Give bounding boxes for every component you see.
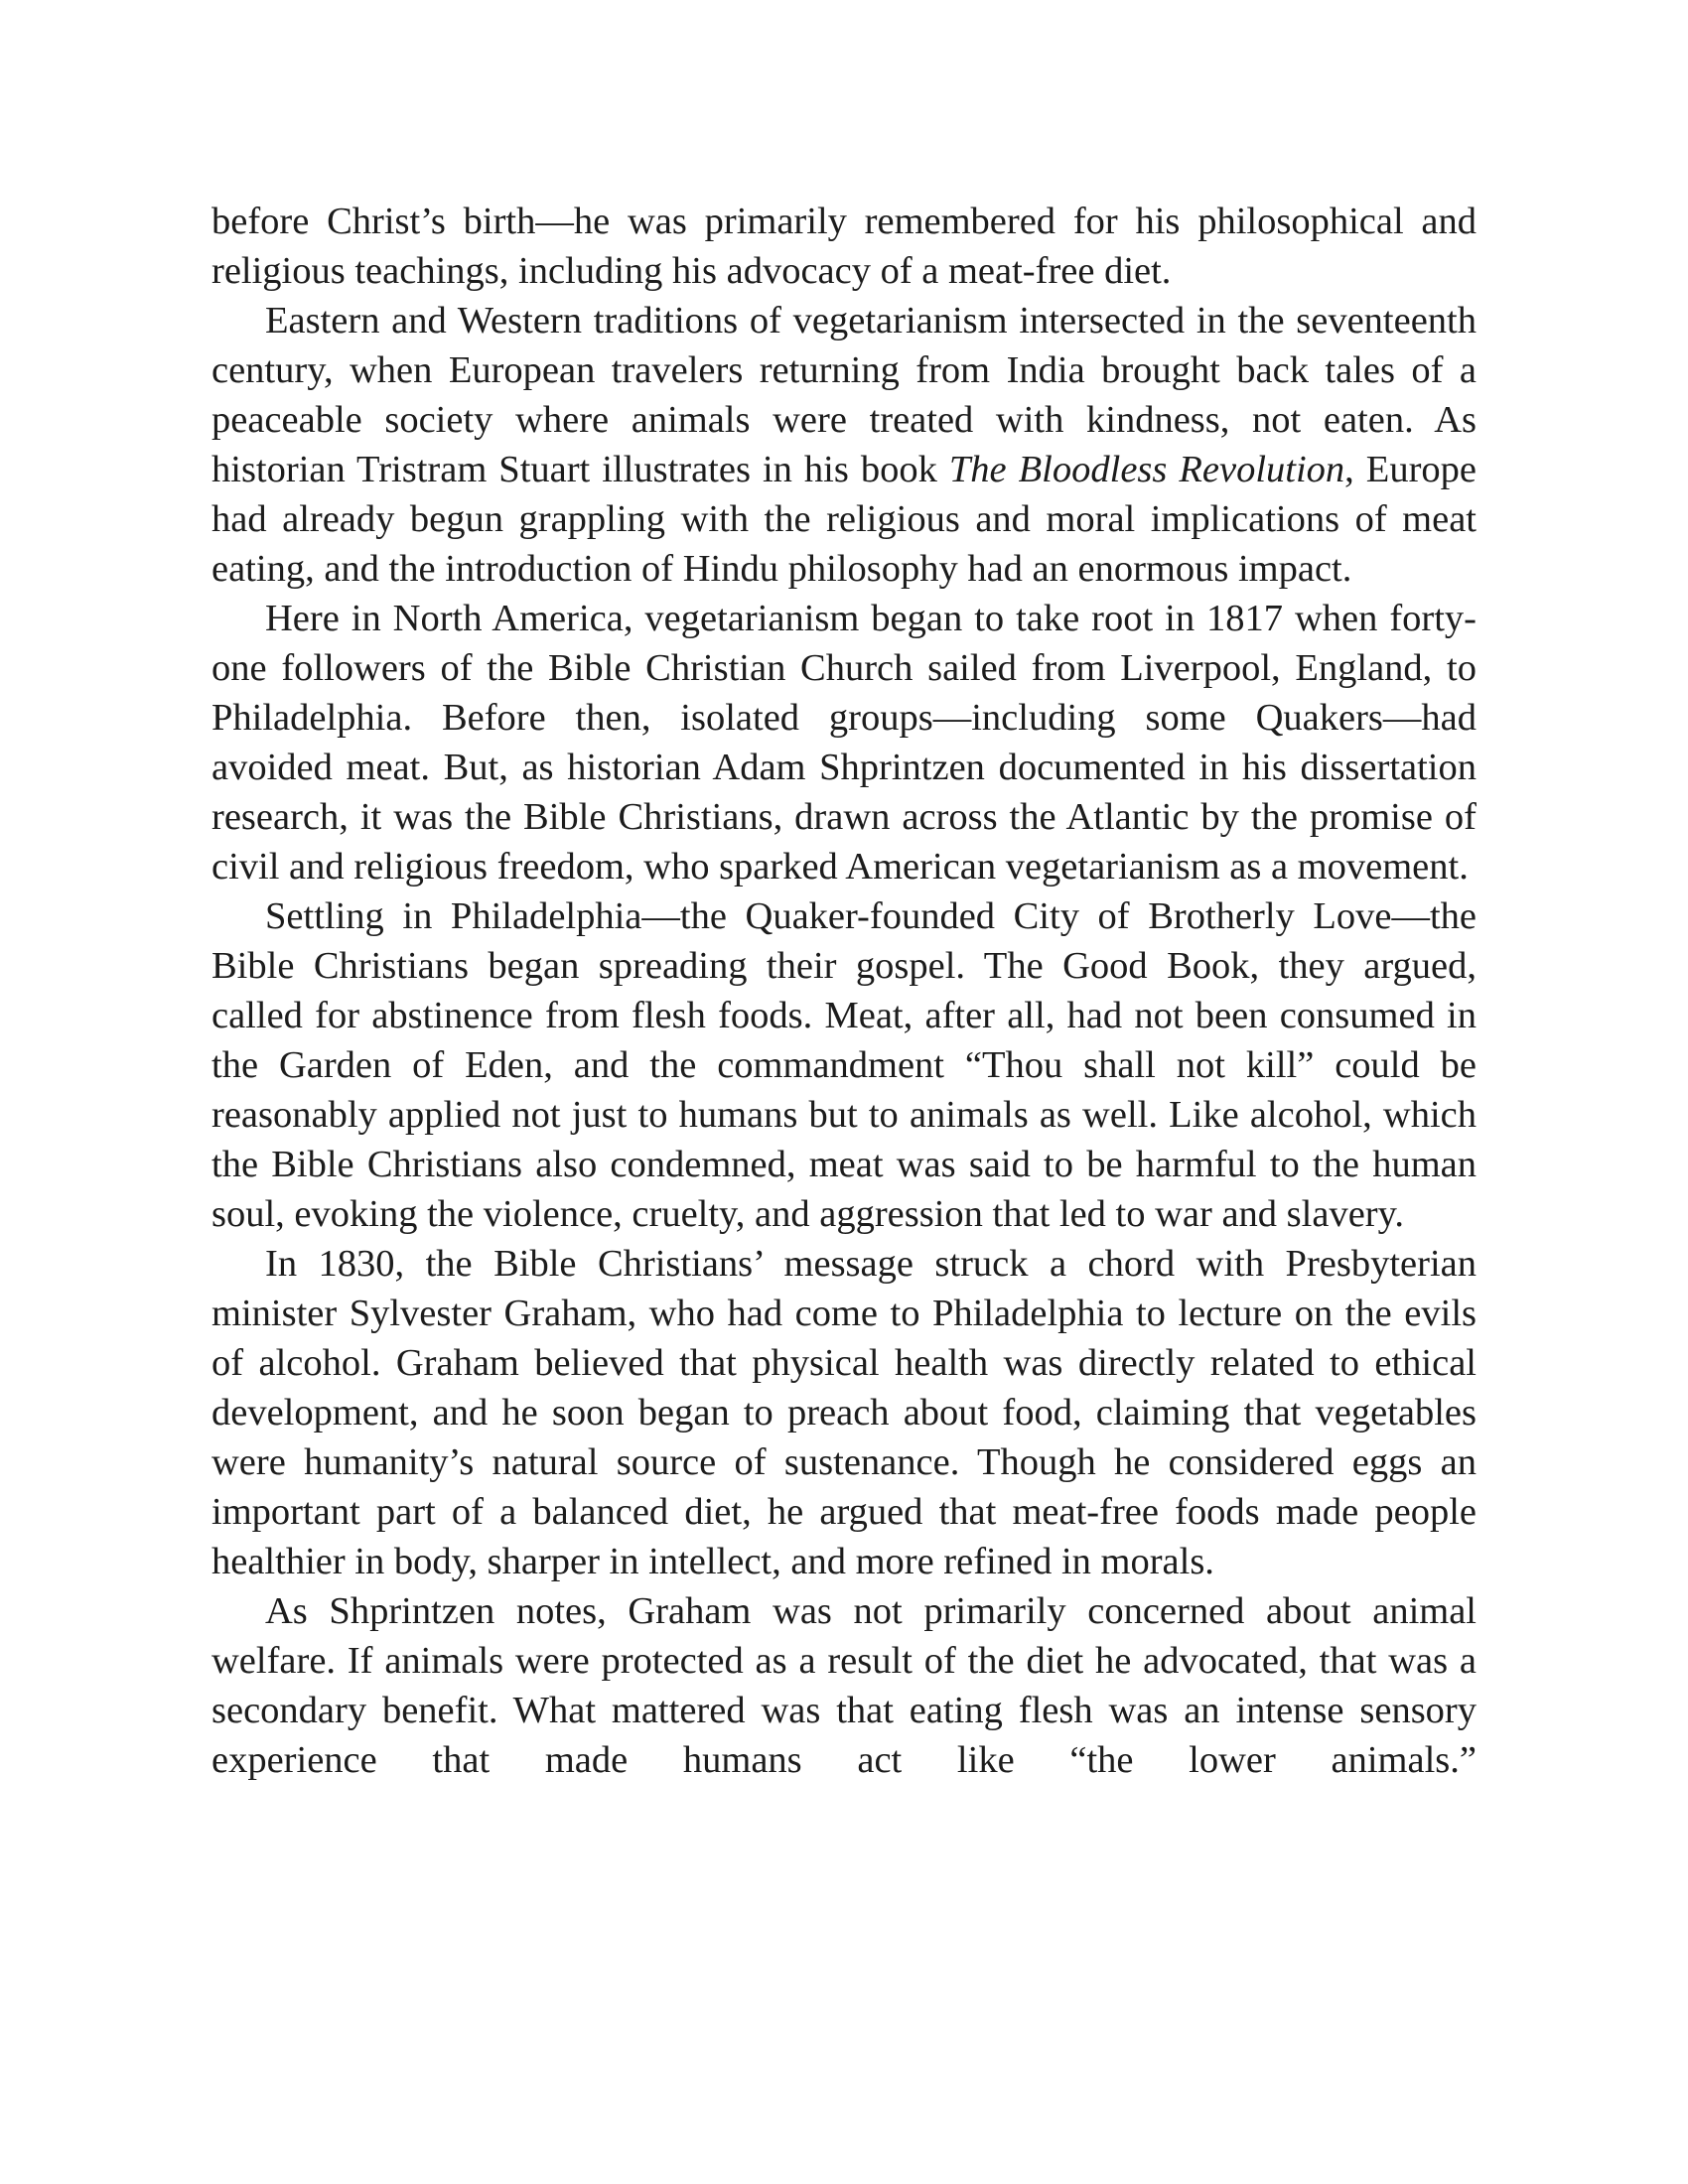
paragraph-6-text: As Shprintzen notes, Graham was not primarily concerned about animal welfare. If animals were protected as a result of the diet he advocated, that was a secondary benefit. What mattered was that eating flesh was an intense sensory experience that made humans act like “the lower animals.” <box>211 1590 1477 1781</box>
paragraph-5 <box>211 1239 1477 1586</box>
page-body <box>211 197 1477 1785</box>
paragraph-2 <box>211 296 1477 594</box>
paragraph-6 <box>211 1586 1477 1785</box>
paragraph-5-text: In 1830, the Bible Christians’ message struck a chord with Presbyterian minister Sylvester Graham, who had come to Philadelphia to lecture on the evils of alcohol. Graham believed that physical health was directly related to ethical development, and he soon began to preach about food, claiming that vegetables were humanity’s natural source of sustenance. Though he considered eggs an important part of a balanced diet, he argued that meat-free foods made people healthier in body, sharper in intellect, and more refined in morals. <box>211 1243 1477 1582</box>
paragraph-1 <box>211 197 1477 296</box>
paragraph-2-text-b: , Europe had already begun grappling with the religious and moral implications of meat eating, and the introduction of Hindu philosophy had an enormous impact. <box>211 449 1477 590</box>
paragraph-4 <box>211 891 1477 1239</box>
paragraph-1-text: before Christ’s birth—he was primarily remembered for his philosophical and religious teachings, including his advocacy of a meat-free diet. <box>211 201 1477 292</box>
paragraph-3-text: Here in North America, vegetarianism began to take root in 1817 when forty-one followers of the Bible Christian Church sailed from Liverpool, England, to Philadelphia. Before then, isolated groups—including some Quakers—had avoided meat. But, as historian Adam Shprintzen documented in his dissertation research, it was the Bible Christians, drawn across the Atlantic by the promise of civil and religious freedom, who sparked American vegetarianism as a movement. <box>211 598 1477 887</box>
book-title: The Bloodless Revolution <box>948 449 1345 490</box>
paragraph-3 <box>211 594 1477 891</box>
paragraph-4-text: Settling in Philadelphia—the Quaker-founded City of Brotherly Love—the Bible Christians began spreading their gospel. The Good Book, they argued, called for abstinence from flesh foods. Meat, after all, had not been consumed in the Garden of Eden, and the commandment “Thou shall not kill” could be reasonably applied not just to humans but to animals as well. Like alcohol, which the Bible Christians also condemned, meat was said to be harmful to the human soul, evoking the violence, cruelty, and aggression that led to war and slavery. <box>211 895 1477 1235</box>
paragraph-2-text-a: Eastern and Western traditions of vegetarianism intersected in the seventeenth century, when European travelers returning from India brought back tales of a peaceable society where animals were treated with kindness, not eaten. As historian Tristram Stuart illustrates in his book <box>211 300 1477 490</box>
